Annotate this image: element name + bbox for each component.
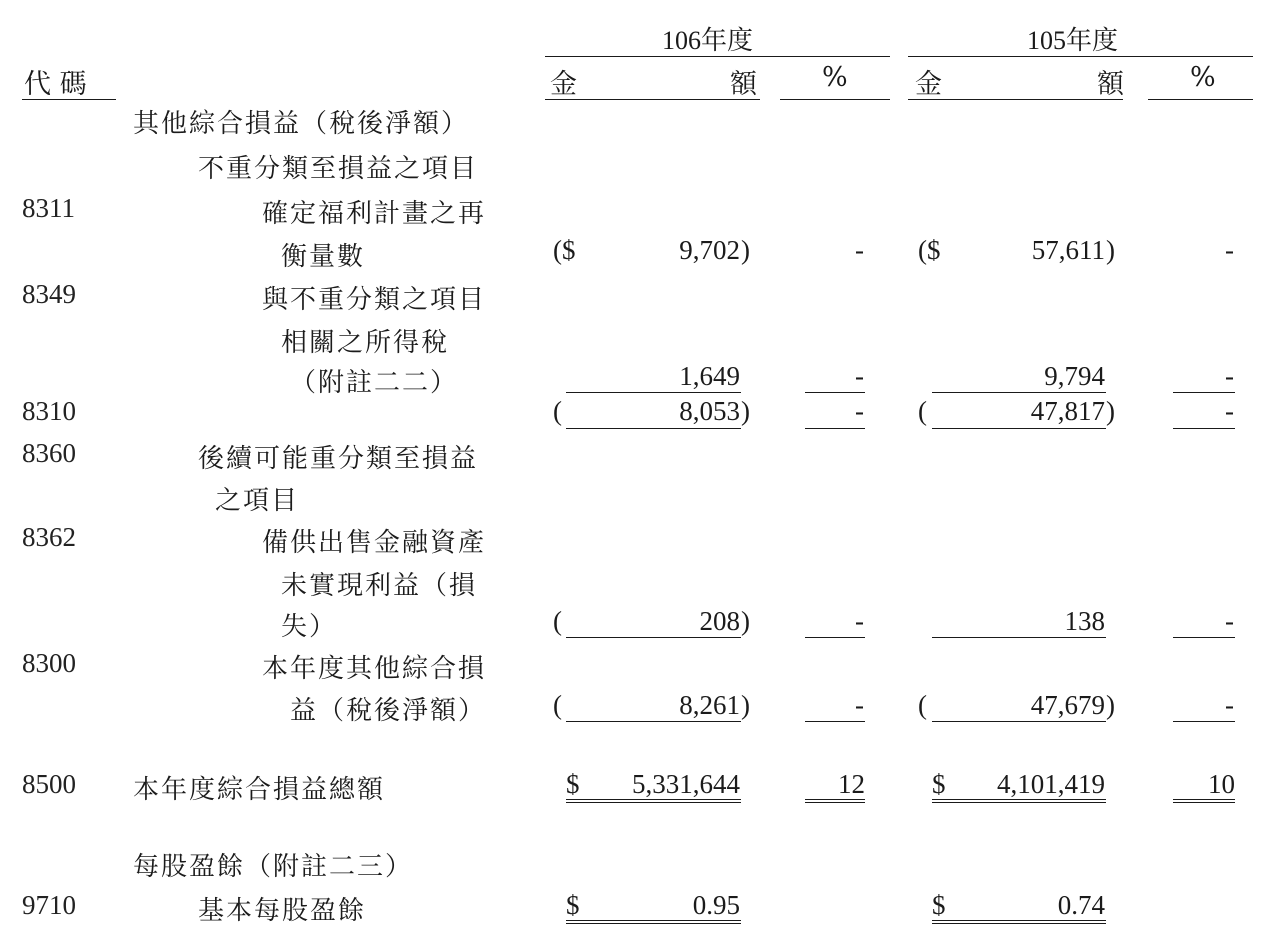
r8349-105-value: 9,794	[1044, 361, 1105, 391]
r8362-105-pct-underline	[1173, 637, 1235, 638]
r9710-106-dollar: $	[566, 890, 580, 920]
code-column-header: 代 碼	[24, 69, 87, 100]
year-105-header: 105年度	[1027, 26, 1119, 55]
r8349-106-pct-underline	[805, 392, 865, 393]
oci-year-label-line2: 益（稅後淨額）	[290, 696, 487, 726]
r8310-105-value: 47,817	[1030, 396, 1105, 426]
r8300-105-pct-underline	[1173, 721, 1235, 722]
code-8349: 8349	[22, 279, 76, 309]
amount-105-header-left: 金	[915, 69, 942, 100]
r8300-105-close: )	[1106, 690, 1115, 720]
r8300-105-pct: -	[1225, 690, 1234, 720]
amount-105-header-rule	[908, 99, 1123, 100]
related-tax-label-line1: 與不重分類之項目	[262, 285, 487, 315]
code-8311: 8311	[22, 193, 75, 223]
code-8360: 8360	[22, 438, 76, 468]
related-tax-label-line2: 相關之所得稅	[281, 328, 450, 358]
amount-106-header-rule	[545, 99, 760, 100]
r8300-105-value: 47,679	[1030, 690, 1105, 720]
r8349-106-value: 1,649	[679, 361, 740, 391]
percent-105-header-rule	[1148, 99, 1253, 100]
code-8310: 8310	[22, 396, 76, 426]
r8310-105-pct-underline	[1173, 428, 1235, 429]
r8300-106-close: )	[741, 690, 750, 720]
r8500-106-value: 5,331,644	[632, 769, 740, 799]
r8310-105-pct: -	[1225, 396, 1234, 426]
percent-106-header: %	[822, 62, 848, 93]
eps-title: 每股盈餘（附註二三）	[133, 852, 414, 882]
r8300-106-open: (	[553, 690, 562, 720]
r8310-106-pct: -	[855, 396, 864, 426]
r8349-105-pct: -	[1225, 361, 1234, 391]
r8500-105-value: 4,101,419	[997, 769, 1105, 799]
r8500-106-pct-double-underline	[805, 799, 865, 803]
r9710-105-double-underline	[932, 920, 1106, 924]
r8500-105-pct: 10	[1208, 769, 1235, 799]
remeasurement-label-line1: 確定福利計畫之再	[262, 199, 487, 229]
r8500-105-double-underline	[932, 799, 1106, 803]
r8500-106-double-underline	[566, 799, 741, 803]
oci-year-label-line1: 本年度其他綜合損	[262, 654, 487, 684]
code-8300: 8300	[22, 648, 76, 678]
r8362-105-pct: -	[1225, 606, 1234, 636]
remeasurement-label-line2: 衡量數	[281, 242, 366, 272]
r8349-105-pct-underline	[1173, 392, 1235, 393]
oci-title: 其他綜合損益（稅後淨額）	[133, 109, 470, 139]
r8310-105-open: (	[918, 396, 927, 426]
code-9710: 9710	[22, 890, 76, 920]
year-106-header: 106年度	[662, 26, 754, 55]
r8300-106-value: 8,261	[679, 690, 740, 720]
r8311-105-prefix: ($	[918, 235, 941, 265]
r8310-106-open: (	[553, 396, 562, 426]
may-reclassify-label-line2: 之項目	[215, 486, 300, 516]
r8349-105-underline	[932, 392, 1106, 393]
code-8362: 8362	[22, 522, 76, 552]
r8300-106-underline	[566, 721, 741, 722]
total-comprehensive-income-label: 本年度綜合損益總額	[133, 775, 386, 805]
percent-106-header-rule	[780, 99, 890, 100]
r9710-106-value: 0.95	[692, 890, 740, 920]
r8311-105-close: )	[1106, 235, 1115, 265]
amount-106-header-right: 額	[730, 69, 757, 100]
year-106-rule	[545, 56, 890, 57]
r8300-105-open: (	[918, 690, 927, 720]
r8300-106-pct: -	[855, 690, 864, 720]
code-8500: 8500	[22, 769, 76, 799]
amount-105-header-right: 額	[1097, 69, 1124, 100]
r8362-105-value: 138	[1064, 606, 1105, 636]
r8311-105-pct: -	[1225, 235, 1234, 265]
r8500-106-pct: 12	[838, 769, 865, 799]
r9710-105-value: 0.74	[1057, 890, 1105, 920]
related-tax-label-line3: （附註二二）	[290, 368, 459, 398]
r9710-106-double-underline	[566, 920, 741, 924]
basic-eps-label: 基本每股盈餘	[198, 896, 367, 926]
percent-105-header: %	[1190, 62, 1216, 93]
r8311-106-pct: -	[855, 235, 864, 265]
r8362-106-close: )	[741, 606, 750, 636]
r8310-106-close: )	[741, 396, 750, 426]
r8300-105-underline	[932, 721, 1106, 722]
amount-106-header-left: 金	[550, 69, 577, 100]
r8310-106-value: 8,053	[679, 396, 740, 426]
r8362-106-pct: -	[855, 606, 864, 636]
r8310-105-close: )	[1106, 396, 1115, 426]
r8349-106-underline	[566, 392, 741, 393]
year-105-rule	[908, 56, 1253, 57]
r8310-106-underline	[566, 428, 741, 429]
afs-label-line2: 未實現利益（損	[281, 571, 478, 601]
r8362-106-open: (	[553, 606, 562, 636]
r8500-105-dollar: $	[932, 769, 946, 799]
r8362-106-value: 208	[699, 606, 740, 636]
r8349-106-pct: -	[855, 361, 864, 391]
r8300-106-pct-underline	[805, 721, 865, 722]
code-header-rule	[22, 99, 116, 100]
r8500-105-pct-double-underline	[1173, 799, 1235, 803]
afs-label-line1: 備供出售金融資產	[262, 528, 487, 558]
afs-label-line3: 失）	[281, 612, 338, 642]
r8311-106-value: 9,702	[679, 235, 740, 265]
may-reclassify-label-line1: 後續可能重分類至損益	[198, 444, 479, 474]
r8311-106-close: )	[741, 235, 750, 265]
r8310-106-pct-underline	[805, 428, 865, 429]
r8362-105-underline	[932, 637, 1106, 638]
r8310-105-underline	[932, 428, 1106, 429]
not-reclassified-heading: 不重分類至損益之項目	[198, 154, 479, 184]
r8362-106-pct-underline	[805, 637, 865, 638]
r8500-106-dollar: $	[566, 769, 580, 799]
r8362-106-underline	[566, 637, 741, 638]
r9710-105-dollar: $	[932, 890, 946, 920]
r8311-106-prefix: ($	[553, 235, 576, 265]
r8311-105-value: 57,611	[1031, 235, 1105, 265]
